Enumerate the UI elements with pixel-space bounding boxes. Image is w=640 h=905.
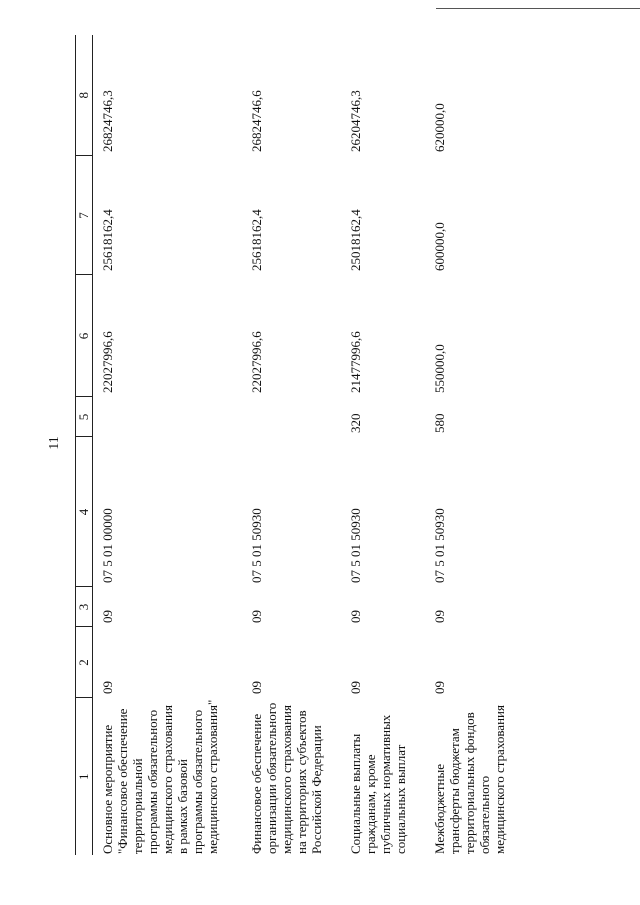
cell-col-4: 07 5 01 50930	[348, 508, 363, 583]
table-header-row	[76, 35, 93, 855]
table-row	[341, 35, 425, 855]
cell-col-2: 09	[432, 681, 447, 694]
cell-col-8: 26824746,3	[100, 90, 115, 152]
cell-col-6: 21477996,6	[348, 331, 363, 393]
cell-col-6: 22027996,6	[100, 331, 115, 393]
cell-col-3: 09	[100, 610, 115, 623]
cell-col-3: 09	[249, 610, 264, 623]
budget-table	[75, 35, 532, 855]
row-name: Основное мероприятие "Финансовое обеспечение территориальной программы обязательного медицинского страхования в рамках базовой программы обязательного медицинского страхования"	[100, 699, 220, 854]
cell-col-4: 07 5 01 00000	[100, 508, 115, 583]
row-name: Социальные выплаты гражданам, кроме публичных нормативных социальных выплат	[348, 714, 408, 854]
cell-col-5	[93, 397, 243, 437]
cell-col-8: 26824746,6	[249, 90, 264, 152]
cell-col-8: 26204746,3	[348, 90, 363, 152]
header-col-8: 8	[76, 35, 93, 156]
cell-col-7: 25018162,4	[348, 209, 363, 271]
cell-col-5: 320	[348, 413, 363, 433]
header-col-6: 6	[76, 275, 93, 397]
header-col-7: 7	[76, 156, 93, 275]
cell-col-6: 550000,0	[432, 344, 447, 393]
cell-col-2: 09	[348, 681, 363, 694]
page-number: 11	[47, 436, 62, 450]
cell-col-3: 09	[348, 610, 363, 623]
cell-col-6: 22027996,6	[249, 331, 264, 393]
table-row	[242, 35, 341, 855]
header-col-5: 5	[76, 397, 93, 437]
header-col-3: 3	[76, 587, 93, 627]
cell-col-5: 580	[432, 413, 447, 433]
cell-col-7: 25618162,4	[100, 209, 115, 271]
cell-col-5	[242, 397, 341, 437]
row-name: Финансовое обеспечение организации обязательного медицинского страхования на территориях субъектов Российской Федерации	[249, 702, 324, 854]
cell-col-3: 09	[432, 610, 447, 623]
cell-col-2: 09	[100, 681, 115, 694]
table-row	[425, 35, 532, 855]
cell-col-7: 25618162,4	[249, 209, 264, 271]
rotated-page-content	[47, 35, 630, 855]
top-edge-line	[436, 0, 640, 9]
cell-col-7: 600000,0	[432, 222, 447, 271]
cell-col-8: 620000,0	[432, 103, 447, 152]
cell-col-2: 09	[249, 681, 264, 694]
header-col-1: 1	[76, 698, 93, 855]
row-name: Межбюджетные трансферты бюджетам территориальных фондов обязательного медицинского страхования	[432, 705, 507, 854]
table-row	[93, 35, 243, 855]
header-col-4: 4	[76, 437, 93, 587]
cell-col-4: 07 5 01 50930	[432, 508, 447, 583]
header-col-2: 2	[76, 627, 93, 698]
cell-col-4: 07 5 01 50930	[249, 508, 264, 583]
